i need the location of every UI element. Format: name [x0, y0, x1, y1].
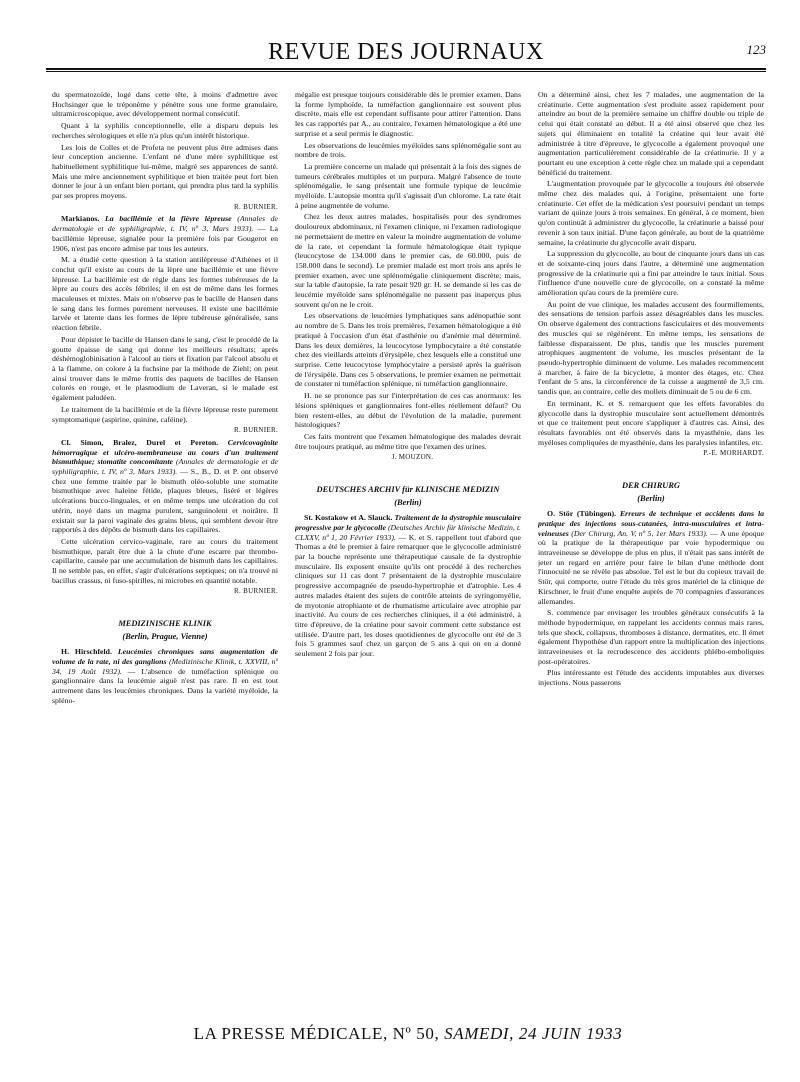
- article-source: (Der Chirurg, An. V, nº 5, 1er Mars 1933).: [571, 528, 708, 538]
- paragraph: Les observations de leucémies lymphatiques sans adénopathie sont au nombre de 5. Dans les trois premières, l'examen hématologique a été pratiqué à l'occasion d'un état d'asthénie ou d'anémie mal déterminé. Dans les deux dernières, la leucocytose lymphocytaire a été constatée chez des vieillards atteints d'érysipèle, chez lesquels elle a constitué une surprise. Cette leucocytose lymphocytaire a persisté après la guérison de l'érysipèle. Dans ces 5 observations, le premier examen ne permettait de constater ni tuméfaction splénique, ni tuméfaction ganglionnaire.: [295, 311, 521, 389]
- running-head: [46, 38, 766, 68]
- article-abstract: [295, 513, 521, 659]
- article-source: (Deutsches Archiv für klinische Medizin, t. CLXXV, nº 1, 20 Février 1933).: [295, 522, 521, 542]
- paragraph: M. a étudié cette question à la station antilépreuse d'Athènes et il conclut qu'il existe au cours de la lèpre une bacillémie et une fièvre lépreuse. La bacillémie est de règle dans les formes tubéreuses de la lèpre au cours des accès fébriles; il en est de même dans les formes maculeuses et mixtes. Mais on n'observe pas le bacille de Hansen dans le sang dans les formes purement nerveuses. Il existe une bacillémie larvée et latente dans les formes de lèpre tubéreuse généralisée, sans réaction fébrile.: [52, 255, 278, 333]
- column-1: [52, 90, 278, 990]
- author-signature: R. BURNIER.: [234, 587, 278, 596]
- paragraph: La suppression du glycocolle, au bout de cinquante jours dans un cas et de soixante-cinq jours dans l'autre, a déterminé une augmentation progressive de la créatinurie qui a fini par atteindre le taux initial. Sous l'influence d'une nouvelle cure de glycocolle, on a constaté la même amélioration qu'au cours de la première cure.: [538, 249, 764, 298]
- paragraph: Quant à la syphilis conceptionnelle, elle a disparu depuis les recherches sérologiques et elle n'a plus qu'un intérêt historique.: [52, 121, 278, 140]
- paragraph: Le traitement de la bacillémie et de la fièvre lépreuse reste purement symptomatique (aspirine, quinine, caféine).: [52, 404, 278, 424]
- article-columns: [52, 90, 764, 990]
- paragraph: Pour dépister le bacille de Hansen dans le sang, c'est le procédé de la goutte épaisse de sang qui donne les meilleurs résultats; après déshémoglobinisation à l'alcool au tiers et fixation par l'alcool absolu et à la flamme, on colore à la fuchsine par la méthode de Ziehl; on peut ainsi trouver dans le même frottis des paquets de bacilles de Hansen colorés en rouge, et le plasmodium de Laveran, si le malade est également paludéen.: [52, 334, 278, 403]
- paragraph: Les observations de leucémies myéloïdes sans splénomégalie sont au nombre de trois.: [295, 140, 521, 160]
- section-title: MEDIZINISCHE KLINIK: [118, 619, 212, 629]
- footer-journal: LA PRESSE MÉDICALE,: [193, 1024, 388, 1043]
- author-signature: P.-E. MORHARDT.: [703, 449, 764, 458]
- article-text: — A une époque où la pratique de la thérapeutique par voie hypodermique ou intraveineuse se développe de plus en plus, il n'était pas sans intérêt de jeter un regard en arrière pour faire le bilan d'une méthode dont l'innocuité ne se révèle pas absolue. Tel est le but du copieux travail de Stör, qui comporte, outre l'étude du très gros matériel de la clinique de Kirschner, le fruit d'une enquête auprès de 70 compagnies d'assurances allemandes.: [538, 528, 764, 606]
- paragraph: L'augmentation provoquée par le glycocolle a toujours été observée même chez des malades qui, à l'origine, présentaient une forte créatinurie. Cet effet de la médication s'est poursuivi pendant un temps variant de quinze jours à trois semaines. En général, à ce moment, bien qu'on continuât à administrer du glycocolle, la créatinurie a baissé pour revenir à son taux initial. D'une façon générale, au bout de la quatrième semaine, la créatinurie du glycocolle avait disparu.: [538, 179, 764, 247]
- paragraph: Plus intéressante est l'étude des accidents imputables aux diverses injections. Nous passerons: [538, 668, 764, 688]
- article-text: — La bacillémie lépreuse, signalée pour la première fois par Gougerot en 1906, n'est pas encore admise par tous les auteurs.: [52, 224, 278, 253]
- paragraph: En terminant, K. et S. remarquent que les effets favorables du glycocolle dans la dystrophie musculaire sont actuellement démontrés et que ce traitement peut encore s'appliquer à d'autres cas. Ainsi, des résultats favorables ont été observés dans la myasthénie, dans les myéloses compliquées de myasthénie, dans les paralysies infantiles, etc.: [538, 398, 764, 447]
- article-author: H. Hirschfeld.: [61, 647, 112, 657]
- article-text: — L'absence de tuméfaction splénique ou ganglionnaire dans la leucémie aiguë n'est pas rare. Il en est tout autrement dans les leucémies chroniques. Dans la variété myéloïde, la spléno-: [52, 666, 278, 705]
- author-signature: R. BURNIER.: [234, 202, 278, 211]
- article-abstract: [538, 509, 764, 606]
- article-text: — K. et S. rappellent tout d'abord que Thomas a été le premier à faire remarquer que le glycocolle administré par la bouche représente une thérapeutique causale de la dystrophie musculaire. Ils exposent ensuite qu'ils ont procédé à des recherches cliniques sur 11 cas dont 7 présentaient de la dystrophie musculaire progressive accompagnée de pseudo-hypertrophie et d'atrophie. Les 4 autres malades étaient des sujets de contrôle atteints de syringomyélie, de myotonie atrophiante et de rhumatisme articulaire avec atrophie par inactivité. Au cours de ces recherches cliniques, il a été administré, à titre d'épreuve, de la créatine pour savoir comment cette substance est utilisée. D'autre part, les doses quotidiennes de glycocolle ont été de 3 fois 5 grammes sauf chez un garçon de 5 ans à qui on en a donné seulement 2 fois par jour.: [295, 532, 521, 659]
- page-footer: [52, 1024, 764, 1044]
- paragraph: H. ne se prononce pas sur l'interprétation de ces cas anormaux: les lésions spléniques et ganglionnaires font-elles réellement défaut? Ou bien restent-elles, au début de l'évolution de la maladie, purement histologiques?: [295, 391, 521, 430]
- section-subtitle: (Berlin): [637, 493, 665, 503]
- section-title: DER CHIRURG: [622, 481, 680, 491]
- article-title: Traitement de la dystrophie musculaire progressive par le glycocolle: [295, 513, 521, 532]
- paragraph: Chez les deux autres malades, hospitalisés pour des syndromes douloureux abdominaux, ni l'examen clinique, ni l'examen radiologique ne permettaient de mettre en valeur la moindre augmentation de volume de la rate, et cependant la formule hématologique était typique (leucocytose de 134.000 dans le premier cas, de 60.000, puis de 158.000 dans le second). Le premier malade est mort trois ans après le premier examen, avec une splénomégalie cliniquement discrète; mais, sur la table d'autopsie, la rate pesait 920 gr. H. se demande si les cas de leucémie myéloïde sans splénomégalie ne passent pas inaperçus plus souvent qu'on ne le croit.: [295, 212, 521, 309]
- section-title: DEUTSCHES ARCHIV für KLINISCHE MEDIZIN: [316, 485, 500, 495]
- article-abstract: [52, 647, 278, 705]
- article-source: (Medizinische Klinik, t. XXVIII, nº 34, 19 Août 1932).: [52, 657, 278, 676]
- footer-date: SAMEDI, 24 JUIN 1933: [444, 1024, 623, 1043]
- paragraph: Les lois de Colles et de Profeta ne peuvent plus être admises dans leur conception ancienne. L'enfant né d'une mère syphilitique est habituellement syphilitique lui-même, malgré ses apparences de santé. Mais une mère anciennement syphilitique et bien traitée peut fort bien donner le jour à un enfant bien portant, qui prendra plus tard la syphilis par ses propres moyens.: [52, 142, 278, 201]
- paragraph: du spermatozoïde, logé dans cette tête, à moins d'admettre avec Hochsinger que le tréponème y pénètre sous une forme granulaire, ultramicroscopique, avec développement normal consécutif.: [52, 90, 278, 119]
- journal-title: REVUE DES JOURNAUX: [268, 39, 544, 65]
- article-source: (Annales de dermatologie et de syphiligraphie, t. IV, nº 3, Mars 1933).: [52, 457, 278, 477]
- article-author: St. Kostakow et A. Slauck.: [304, 513, 393, 523]
- paragraph: S. commence par envisager les troubles généraux consécutifs à la méthode hypodermique, en rappelant les accidents connus mais rares, tels que shock, collapsus, thromboses à distance, dermatites, etc. Il émet également l'hypothèse d'un rapport entre la multiplication des injections intraveineuses et la recrudescence des accidents phlébo-emboliques post-opératoires.: [538, 608, 764, 666]
- paragraph: Ces faits montrent que l'examen hématologique des malades devrait être toujours pratiqué, au même titre que l'examen des urines.: [295, 431, 521, 451]
- paragraph: Au point de vue clinique, les malades accusent des fourmillements, des sensations de tension parfois assez désagréables dans les muscles. On observe également des contractions fasciculaires et des mouvements des muscles qui se régénèrent. En même temps, les sensations de faiblesse disparaissent. De plus, tandis que les muscles purement atrophiques augmentent de volume, les muscles présentant de la pseudo-hypertrophie diminuent de volume. Les malades recommencent à marcher, à faire de la bicyclette, à monter des étages, etc. Chez l'enfant de 5 ans, la circonférence de la cuisse a augmenté de 3,5 cm. tandis que, au contraire, celle des mollets diminuait de 5 ou de 6 cm.: [538, 299, 764, 397]
- article-abstract: [52, 438, 278, 535]
- paragraph: Cette ulcération cervico-vaginale, rare au cours du traitement bismuthique, paraît être due à la chute d'une escarre par thrombo-capillarite, causée par une accumulation de bismuth dans les capillaires. Il ne semble pas, en effet, s'agir d'ulcérations septiques; on n'a trouvé ni bacillus crassus, ni fuso-spirilles, ni microbes en quantité notable.: [52, 536, 278, 585]
- article-abstract: [52, 214, 278, 253]
- author-signature: R. BURNIER.: [234, 426, 278, 435]
- article-author: O. Stör (Tübingen).: [547, 509, 617, 519]
- paragraph: On a déterminé ainsi, chez les 7 malades, une augmentation de la créatinurie. Cette augmentation s'est produite assez rapidement pour atteindre au bout de la première semaine un chiffre double ou triple de celui qui était constaté au début. Il a été ainsi observé que chez les sujets qui éliminaient en totalité la créatine qui leur avait été administrée à titre d'épreuve, le glycocolle a également provoqué une augmentation particulièrement considérable de la créatinurie. Il y a pourtant eu une exception à cette règle chez un malade qui a cependant bénéficié du traitement.: [538, 90, 764, 177]
- article-author: Markianos.: [61, 214, 100, 224]
- section-subtitle: (Berlin): [394, 497, 422, 507]
- author-signature: J. MOUZON.: [391, 453, 434, 462]
- section-subtitle: (Berlin, Prague, Vienne): [122, 631, 208, 641]
- column-3: [538, 90, 764, 990]
- article-title: Erreurs de technique et accidents dans la pratique des injections sous-cutanées, intra-musculaires et intra-veineuses: [538, 509, 764, 538]
- article-title: Cervicovaginite hémorragique et ulcéro-membraneuse au cours d'un traitement bismuthique; stomatite concomitante: [52, 437, 278, 467]
- paragraph: mégalie est presque toujours considérable dès le premier examen. Dans la forme lymphoïde, la tuméfaction ganglionnaire est souvent plus discrète, mais elle est cependant suffisante pour attirer l'attention. Dans les cas rapportés par A., au contraire, l'examen hématologique a été une surprise et a seul permis le diagnostic.: [295, 90, 521, 138]
- paragraph: La première concerne un malade qui présentait à la fois des signes de tumeurs cérébrales multiples et un purpura. Malgré l'absence de toute splénomégalie, le sang présentait une formule typique de leucémie myéloïde. L'autopsie montra qu'il s'agissait d'un chlorome. La rate était à peine augmentée de volume.: [295, 161, 521, 210]
- header-rule: [46, 68, 766, 72]
- article-author: Cl. Simon, Bralez, Durel et Pereton.: [61, 437, 219, 447]
- footer-issue: Nº 50,: [392, 1024, 440, 1043]
- article-text: — S., B., D. et P. ont observé chez une femme traitée par le bismuth oléo-soluble une stomatite bismuthique avec haleine fétide, plaques bleues, liséré et légères ulcérations bucco-linguales, et en même temps une ulcération du col utérin, noyé dans un magma purulent, sanguinolent et noirâtre. Il existait sur la paroi vaginale des grains bleus, qui semblent devoir être rapportés à des dépôts de bismuth dans les capillaires.: [52, 467, 278, 535]
- page-number: 123: [746, 42, 766, 57]
- article-title: Leucémies chroniques sans augmentation de volume de la rate, ni des ganglions: [52, 647, 278, 667]
- article-title: La bacillémie et la fièvre lépreuse: [105, 214, 232, 224]
- article-source: (Annales de dermatologie et de syphiligraphie, t. IV, nº 3, Mars 1933).: [52, 214, 278, 234]
- column-2: [295, 90, 521, 990]
